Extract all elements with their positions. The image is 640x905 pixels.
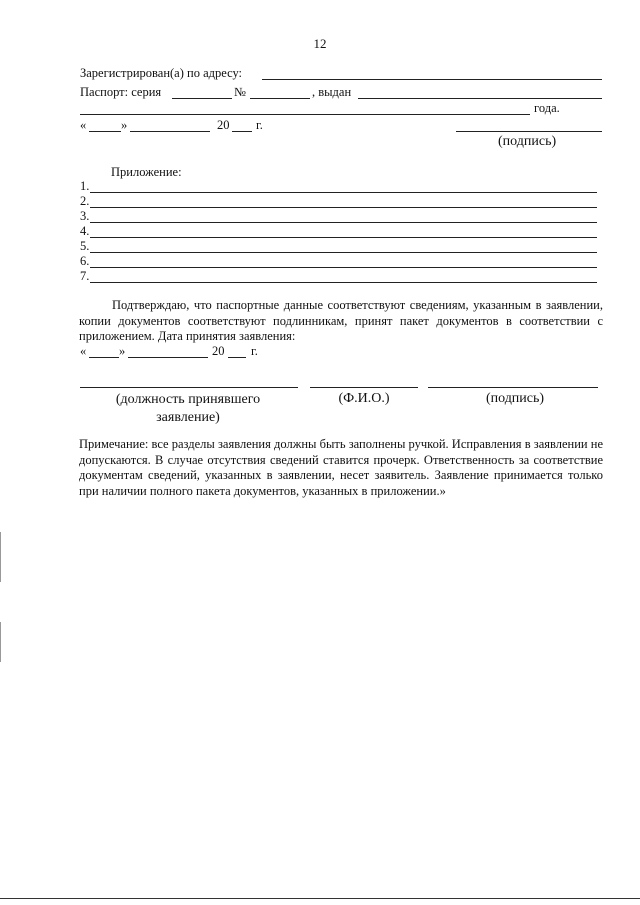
date-day-field[interactable] bbox=[89, 131, 121, 132]
acceptance-date-year-prefix: 20 bbox=[212, 344, 225, 358]
note-text: Примечание: все разделы заявления должны быть заполнены ручкой. Исправления в заявлении не допускаются. В случае отсутствия сведений ставится прочерк. Ответственность за соответствие документам сведений, указанных в заявлении, несет заявитель. Заявление принимается только при наличии полного пакета документов, указанных в приложении.» bbox=[79, 437, 603, 498]
date-year-prefix: 20 bbox=[217, 118, 230, 132]
attachment-item-5-field[interactable] bbox=[90, 252, 597, 253]
date-year-suffix: г. bbox=[256, 118, 263, 132]
passport-issued-field-continued[interactable] bbox=[80, 114, 530, 115]
passport-issued-label: , выдан bbox=[312, 85, 352, 99]
applicant-signature-field[interactable] bbox=[456, 131, 602, 132]
acceptance-date-month-field[interactable] bbox=[128, 357, 208, 358]
date-month-field[interactable] bbox=[130, 131, 210, 132]
receiver-signature-caption: (подпись) bbox=[485, 391, 545, 406]
attachment-item-3-number: 3. bbox=[80, 209, 90, 223]
attachment-item-7-field[interactable] bbox=[90, 282, 597, 283]
date-close-quote: » bbox=[121, 118, 128, 132]
attachment-item-5-number: 5. bbox=[80, 239, 90, 253]
page-bottom-border bbox=[0, 898, 640, 899]
acceptance-date-year-suffix: г. bbox=[251, 344, 258, 358]
attachment-item-6-field[interactable] bbox=[90, 267, 597, 268]
applicant-signature-caption: (подпись) bbox=[498, 134, 557, 149]
passport-issued-field[interactable] bbox=[358, 98, 602, 99]
passport-number-sign: № bbox=[234, 85, 246, 99]
attachment-item-2-field[interactable] bbox=[90, 207, 597, 208]
page-number: 12 bbox=[313, 36, 327, 51]
receiver-position-caption: (должность принявшего заявление) bbox=[115, 392, 261, 425]
date-open-quote: « bbox=[80, 118, 87, 132]
scan-edge-mark-top bbox=[0, 532, 1, 582]
receiver-name-field[interactable] bbox=[310, 387, 418, 388]
attachment-item-1-field[interactable] bbox=[90, 192, 597, 193]
attachment-item-1-number: 1. bbox=[80, 179, 90, 193]
attachment-item-4-number: 4. bbox=[80, 224, 90, 238]
attachments-title: Приложение: bbox=[111, 165, 182, 179]
acceptance-date-day-field[interactable] bbox=[89, 357, 119, 358]
acceptance-date-close-quote: » bbox=[119, 344, 126, 358]
registration-address-field[interactable] bbox=[262, 79, 602, 80]
passport-number-field[interactable] bbox=[250, 98, 310, 99]
acceptance-date-open-quote: « bbox=[80, 344, 87, 358]
attachment-item-7-number: 7. bbox=[80, 269, 90, 283]
receiver-position-field[interactable] bbox=[80, 387, 298, 388]
attachment-item-4-field[interactable] bbox=[90, 237, 597, 238]
registration-address-label: Зарегистрирован(а) по адресу: bbox=[80, 66, 243, 80]
receiver-signature-field[interactable] bbox=[428, 387, 598, 388]
date-year-field[interactable] bbox=[232, 131, 252, 132]
acceptance-date-year-field[interactable] bbox=[228, 357, 246, 358]
receiver-name-caption: (Ф.И.О.) bbox=[338, 391, 390, 406]
attachment-item-3-field[interactable] bbox=[90, 222, 597, 223]
attachment-item-2-number: 2. bbox=[80, 194, 90, 208]
attachment-item-6-number: 6. bbox=[80, 254, 90, 268]
passport-series-label: Паспорт: серия bbox=[80, 85, 162, 99]
passport-series-field[interactable] bbox=[172, 98, 232, 99]
scan-edge-mark-bottom bbox=[0, 622, 1, 662]
year-label: года. bbox=[534, 101, 560, 115]
confirmation-text: Подтверждаю, что паспортные данные соответствуют сведениям, указанным в заявлении, копии документов соответствуют подлинникам, принят пакет документов в соответствии с приложением. Дата принятия заявления: bbox=[79, 298, 603, 343]
